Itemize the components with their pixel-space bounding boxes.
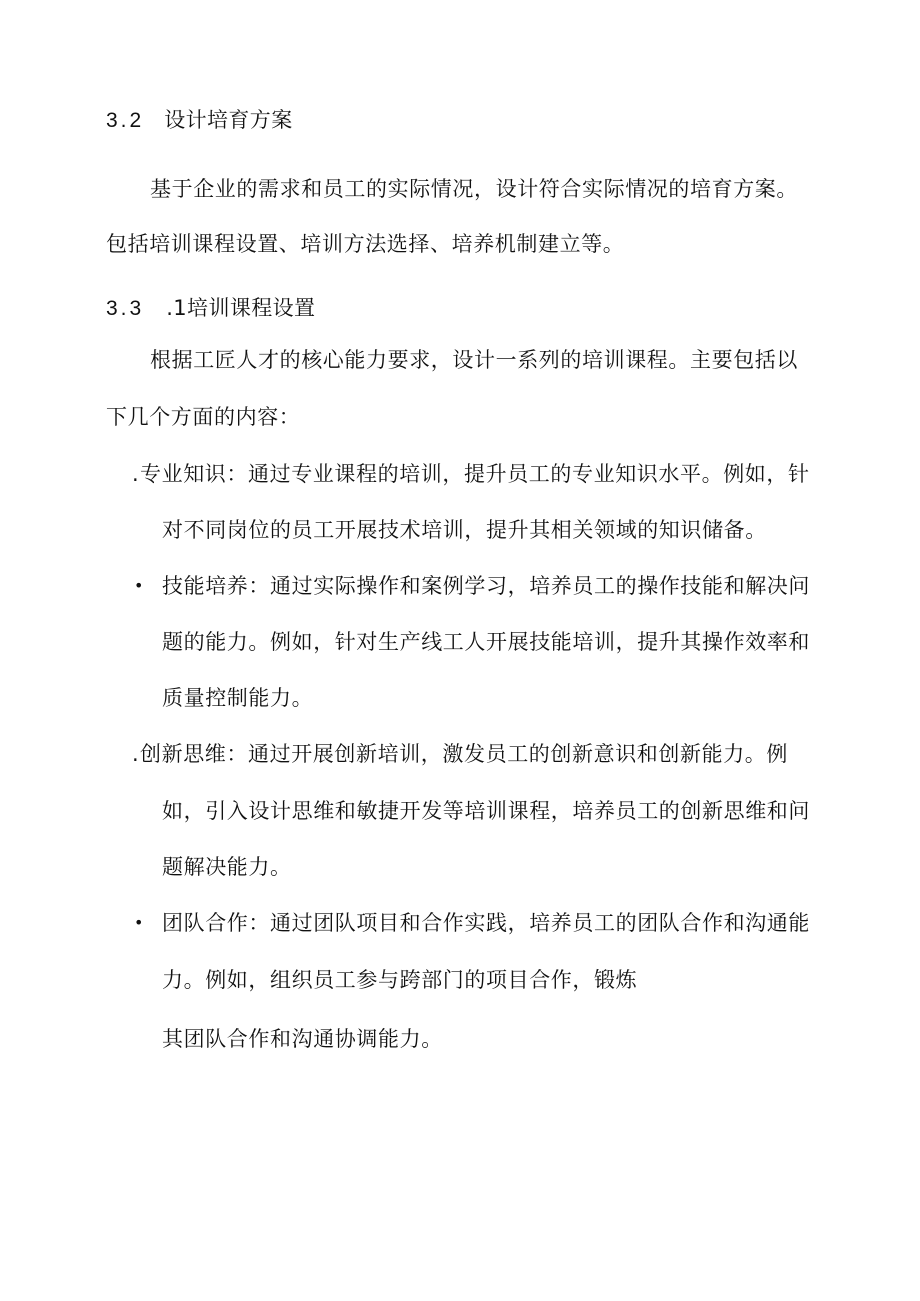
list-item-line: 专业知识：通过专业课程的培训，提升员工的专业知识水平。例如，针 [140,462,810,486]
paragraph-line: 根据工匠人才的核心能力要求，设计一系列的培训课程。主要包括以 [150,348,798,372]
list-item-line: 其团队合作和沟通协调能力。 [162,1027,443,1051]
list-item-line: 创新思维：通过开展创新培训，激发员工的创新意识和创新能力。例 [140,742,788,766]
section-number: 3.3 [106,297,145,320]
list-item-line: 题的能力。例如，针对生产线工人开展技能培训，提升其操作效率和 [162,630,810,654]
section-number: 3.2 [106,109,145,132]
paragraph-line: 基于企业的需求和员工的实际情况，设计符合实际情况的培育方案。 [150,177,798,201]
paragraph-line: 下几个方面的内容： [106,405,301,429]
list-item-line: 题解决能力。 [162,855,292,879]
list-item-line: 技能培养：通过实际操作和案例学习，培养员工的操作技能和解决问 [162,574,810,598]
section-title: .1培训课程设置 [166,296,316,320]
list-item-line: 团队合作：通过团队项目和合作实践，培养员工的团队合作和沟通能 [162,911,810,935]
list-item-line: 如，引入设计思维和敏捷开发等培训课程，培养员工的创新思维和问 [162,799,810,823]
list-marker: . [132,462,139,486]
paragraph-line: 包括培训课程设置、培训方法选择、培养机制建立等。 [106,232,625,256]
list-item-line: 力。例如，组织员工参与跨部门的项目合作，锻炼 [162,968,638,992]
list-marker: . [132,742,139,766]
list-item-line: 质量控制能力。 [162,686,314,710]
list-marker: • [134,576,144,595]
section-heading-3-3 [106,294,315,323]
list-item-line: 对不同岗位的员工开展技术培训，提升其相关领域的知识储备。 [162,518,767,542]
section-title: 设计培育方案 [164,108,293,132]
section-heading-3-2 [106,106,293,135]
list-marker: • [134,913,144,932]
